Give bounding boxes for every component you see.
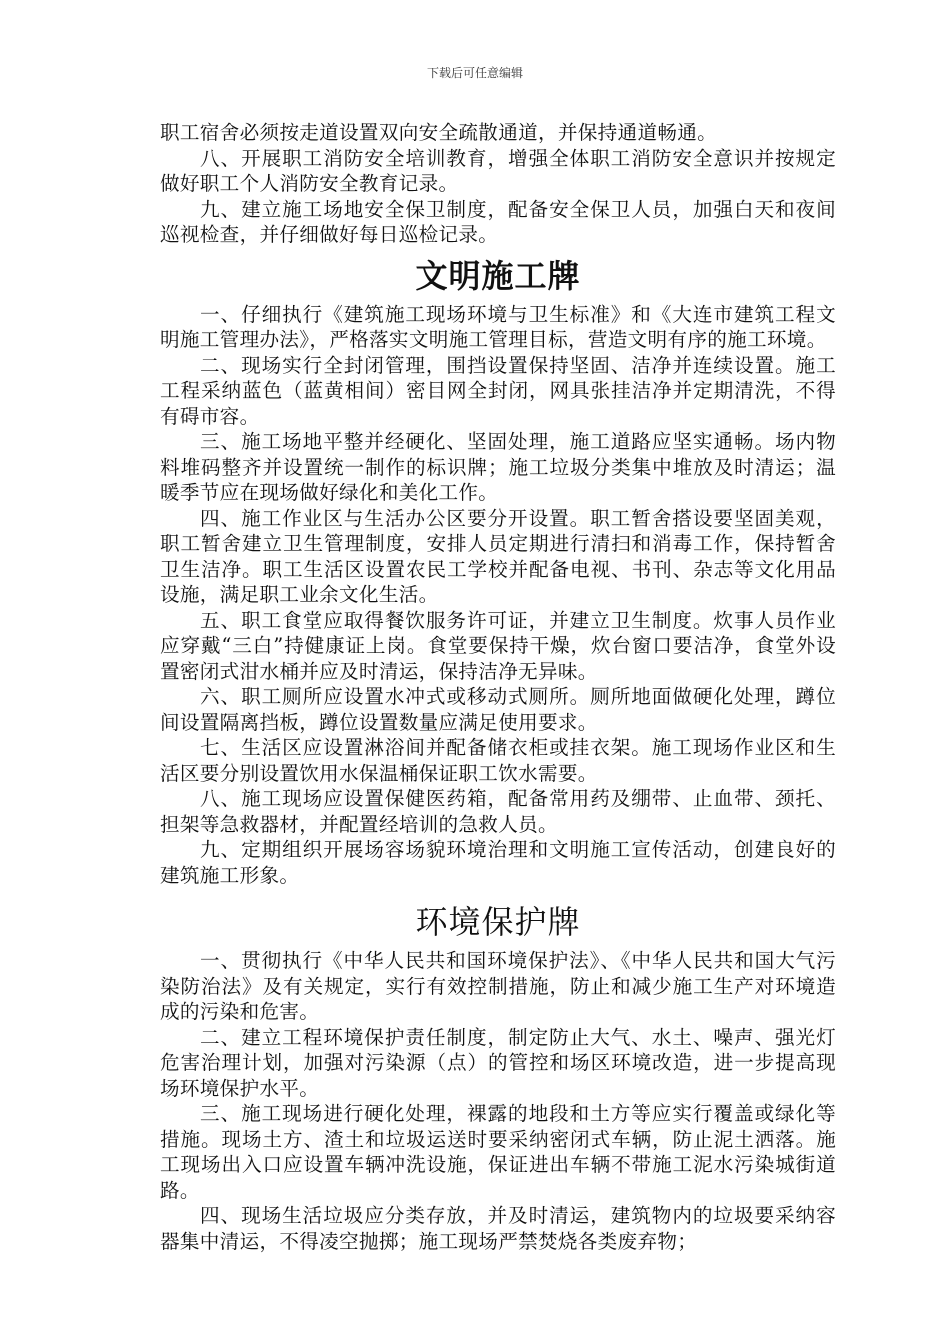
section-title-environmental-protection: 环境保护牌 xyxy=(415,903,581,941)
section1-paragraph: 二、现场实行全封闭管理，围挡设置保持坚固、洁净并连续设置。施工工程采纳蓝色（蓝黄相间）密目网全封闭，网具张挂洁净并定期清洗，不得有碍市容。 xyxy=(160,353,836,428)
section1-paragraph: 六、职工厕所应设置水冲式或移动式厕所。厕所地面做硬化处理，蹲位间设置隔离挡板，蹲位设置数量应满足使用要求。 xyxy=(160,685,836,734)
section1-paragraph: 八、施工现场应设置保健医药箱，配备常用药及绷带、止血带、颈托、担架等急救器材，并配置经培训的急救人员。 xyxy=(160,787,836,836)
intro-paragraph: 九、建立施工场地安全保卫制度，配备安全保卫人员，加强白天和夜间巡视检查，并仔细做好每日巡检记录。 xyxy=(160,197,836,246)
section1-paragraph: 七、生活区应设置淋浴间并配备储衣柜或挂衣架。施工现场作业区和生活区要分别设置饮用水保温桶保证职工饮水需要。 xyxy=(160,736,836,785)
section1-paragraph: 四、施工作业区与生活办公区要分开设置。职工暂舍搭设要坚固美观，职工暂舍建立卫生管理制度，安排人员定期进行清扫和消毒工作，保持暂舍卫生洁净。职工生活区设置农民工学校并配备电视、书刊、杂志等文化用品设施，满足职工业余文化生活。 xyxy=(160,506,836,606)
section1-paragraph: 九、定期组织开展场容场貌环境治理和文明施工宣传活动，创建良好的建筑施工形象。 xyxy=(160,838,836,887)
section2-paragraph: 一、贯彻执行《中华人民共和国环境保护法》、《中华人民共和国大气污染防治法》及有关规定，实行有效控制措施，防止和减少施工生产对环境造成的污染和危害。 xyxy=(160,949,836,1023)
section1-paragraph: 五、职工食堂应取得餐饮服务许可证，并建立卫生制度。炊事人员作业应穿戴“三白”持健康证上岗。食堂要保持干燥，炊台窗口要洁净，食堂外设置密闭式泔水桶并应及时清运，保持洁净无异味。 xyxy=(160,608,836,683)
section-title-civilized-construction: 文明施工牌 xyxy=(415,256,581,295)
section2-paragraph: 四、现场生活垃圾应分类存放，并及时清运，建筑物内的垃圾要采纳容器集中清运，不得凌空抛掷；施工现场严禁焚烧各类废弃物； xyxy=(160,1204,836,1253)
section2-paragraph: 三、施工现场进行硬化处理，裸露的地段和土方等应实行覆盖或绿化等措施。现场土方、渣土和垃圾运送时要采纳密闭式车辆，防止泥土洒落。施工现场出入口应设置车辆冲洗设施，保证进出车辆不带施工泥水污染城街道路。 xyxy=(160,1102,836,1202)
page-header: 下载后可任意编辑 xyxy=(426,66,523,80)
section1-paragraph: 一、仔细执行《建筑施工现场环境与卫生标准》和《大连市建筑工程文明施工管理办法》，严格落实文明施工管理目标，营造文明有序的施工环境。 xyxy=(160,302,836,351)
intro-paragraph: 八、开展职工消防安全培训教育，增强全体职工消防安全意识并按规定做好职工个人消防安全教育记录。 xyxy=(160,146,836,195)
intro-paragraph: 职工宿舍必须按走道设置双向安全疏散通道，并保持通道畅通。 xyxy=(160,121,718,144)
section1-paragraph: 三、施工场地平整并经硬化、坚固处理，施工道路应坚实通畅。场内物料堆码整齐并设置统一制作的标识牌；施工垃圾分类集中堆放及时清运；温暖季节应在现场做好绿化和美化工作。 xyxy=(160,430,836,504)
document-body xyxy=(160,120,836,1254)
section2-paragraph: 二、建立工程环境保护责任制度，制定防止大气、水土、噪声、强光灯危害治理计划，加强对污染源（点）的管控和场区环境改造，进一步提高现场环境保护水平。 xyxy=(160,1025,836,1100)
